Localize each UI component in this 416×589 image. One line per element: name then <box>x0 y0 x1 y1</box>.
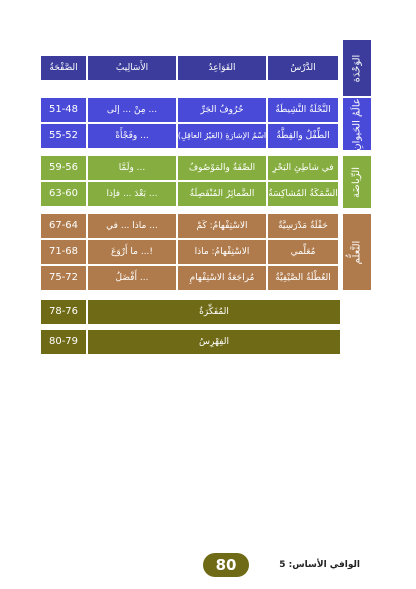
row-1-pages: 51-48 <box>41 98 86 122</box>
row-5-styles: ماذا ... في ... <box>88 214 176 238</box>
row-6-styles: ما أَرْوَعَ ...! <box>88 240 176 264</box>
row-7-lesson: العُطْلَةُ الصَّيْفِيَّةُ <box>268 266 338 290</box>
row-5-pages: 67-64 <box>41 214 86 238</box>
row-1-grammar: حُرُوفُ الجَرِّ <box>178 98 266 122</box>
header-styles: الأَسَالِيبُ <box>88 56 176 80</box>
row-2-lesson: الطِّفْلُ والقِطَّةُ <box>268 124 338 148</box>
row-2-grammar: اسْمُ الإشارَةِ (العَيْرُ العاقِلِ) <box>178 124 266 148</box>
header-grammar: القَوَاعِدُ <box>178 56 266 80</box>
row-6-lesson: مُعَلِّمي <box>268 240 338 264</box>
page-number-badge: 80 <box>203 553 249 577</box>
unit-label-sports: الرِّياضَة <box>343 156 371 208</box>
header-page: الصَّفْحَةُ <box>41 56 86 80</box>
row-4-grammar: الضَّمائِرُ المُنْفَصِلَةُ <box>178 182 266 206</box>
header-unit: الوَحْدَة <box>343 40 371 96</box>
row-4-styles: بَعْدَ ... فإذا ... <box>88 182 176 206</box>
row-3-lesson: في شاطِئِ البَحْرِ <box>268 156 338 180</box>
row-5-lesson: حَفْلَةٌ مَدْرَسِيَّةٌ <box>268 214 338 238</box>
unit-label-animals: عالَمُ الحَيوانِ <box>343 98 371 150</box>
row-1-lesson: النَّحْلَةُ النَّشِيطَةُ <box>268 98 338 122</box>
row-3-grammar: الصِّفَةُ والمَوْصُوفُ <box>178 156 266 180</box>
book-title: الوافي الأساس: 5 <box>279 560 360 570</box>
row-2-pages: 55-52 <box>41 124 86 148</box>
row-5-grammar: الاسْتِفْهامُ: كَمْ <box>178 214 266 238</box>
extra-notebook-label: المُفَكِّرَةُ <box>88 300 340 324</box>
extra-index-pages: 80-79 <box>41 330 86 354</box>
row-4-lesson: السَّمَكَةُ المُشاكِسَةُ <box>268 182 338 206</box>
row-7-pages: 75-72 <box>41 266 86 290</box>
row-7-styles: أَفْضَلُ ... <box>88 266 176 290</box>
row-6-grammar: الاسْتِفْهامُ: ماذا <box>178 240 266 264</box>
row-6-pages: 71-68 <box>41 240 86 264</box>
row-3-styles: ولَمَّا ... <box>88 156 176 180</box>
header-lesson: الدَّرْسُ <box>268 56 338 80</box>
row-1-styles: مِنْ ... إلى ... <box>88 98 176 122</box>
row-7-grammar: مُراجَعَةُ الاسْتِفْهامِ <box>178 266 266 290</box>
extra-index-label: الفِهْرِسُ <box>88 330 340 354</box>
row-3-pages: 59-56 <box>41 156 86 180</box>
row-2-styles: وفَجْأَةً ... <box>88 124 176 148</box>
extra-notebook-pages: 78-76 <box>41 300 86 324</box>
row-4-pages: 63-60 <box>41 182 86 206</box>
unit-label-learning: التَّعلُّم <box>343 214 371 290</box>
